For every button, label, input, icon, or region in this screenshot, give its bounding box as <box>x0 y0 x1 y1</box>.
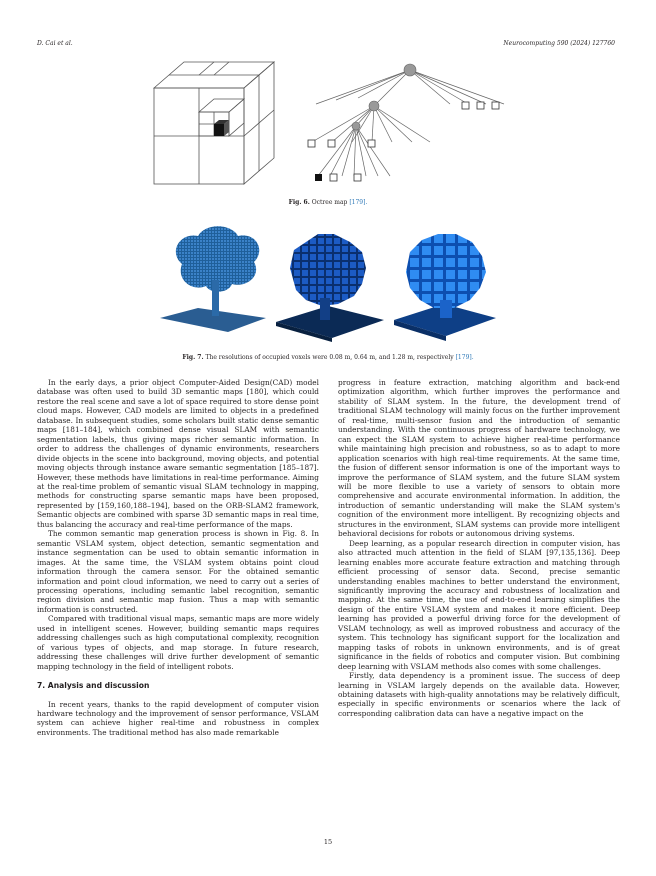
right-column <box>338 378 620 718</box>
figure-6-citation[interactable]: [179]. <box>349 199 368 206</box>
figure-7-citation[interactable]: [179]. <box>455 354 474 361</box>
section-heading: 7. Analysis and discussion <box>37 681 150 691</box>
paragraph: The common semantic map generation process is shown in Fig. 8. In semantic VSLAM system, object detection, semantic segmentation and instance segmentation can be used to obtain semantic information in images. At the same time, the VSLAM system obtains point cloud information through the camera sensor. For the obtained semantic information and point cloud information, we need to carry out a series of processing operations, including semantic label recognition, semantic region division and semantic map fusion. Thus a map with semantic information is constructed. <box>37 529 319 614</box>
figure-6-octree-map <box>150 58 510 188</box>
figure-7-caption-text: The resolutions of occupied voxels were 0.08 m, 0.64 m, and 1.28 m, respectively <box>205 354 454 361</box>
paragraph: Compared with traditional visual maps, semantic maps are more widely used in intelligent scenes. However, building semantic maps requires addressing challenges such as high computational complexity, recognition of various types of objects, and map storage. In future research, addressing these challenges will drive further development of semantic mapping technology in the field of intelligent robots. <box>37 614 319 671</box>
paragraph: progress in feature extraction, matching algorithm and back-end optimization algorithm, which further improves the performance and stability of SLAM system. In the future, the development trend of traditional SLAM technology will mainly focus on the further improvement of real-time, multi-sensor fusion and the introduction of semantic understanding. With the continuous progress of hardware technology, we can expect the SLAM system to achieve higher real-time performance while maintaining high precision and robustness, so as to adapt to more application scenarios with high real-time requirements. At the same time, the fusion of different sensor information is one of the important ways to improve the performance of SLAM system, and the future SLAM system will be more flexible to use a variety of sensors to obtain more comprehensive and accurate environmental information. In addition, the introduction of semantic understanding will make the SLAM system's cognition of the environment more intelligent. By recognizing objects and structures in the environment, SLAM systems can provide more intelligent behavioral decisions for robots or autonomous driving systems. <box>338 378 620 539</box>
paragraph: Deep learning, as a popular research direction in computer vision, has also attracted much attention in the field of SLAM [97,135,136]. Deep learning enables more accurate feature extraction and matching through efficient processing of sensor data. Second, precise semantic understanding enables machines to better understand the environment, significantly improving the accuracy and robustness of localization and mapping. At the same time, the use of end-to-end learning simplifies the design of the entire VSLAM system and makes it more efficient. Deep learning has provided a powerful driving force for the development of VSLAM technology, as well as improved robustness and accuracy of the system. This technology has significant support for the localization and mapping tasks of robots in unknown environments, and is of great significance in the fields of robotics and computer vision. But combining deep learning with VSLAM methods also comes with some challenges. <box>338 538 620 671</box>
figure-7-caption <box>0 354 656 361</box>
running-header-journal: Neurocomputing 590 (2024) 127760 <box>503 40 615 47</box>
page-number: 15 <box>323 838 333 846</box>
figure-6-label: Fig. 6. <box>288 199 310 206</box>
paragraph: In the early days, a prior object Computer-Aided Design(CAD) model database was often used to build 3D semantic maps [180], which could restore the real scene and save a lot of space required to store dense point cloud maps. However, CAD models are limited to objects in a predefined database. In subsequent studies, some scholars built static dense semantic maps [181–184], which combined dense visual SLAM with semantic segmentation labels, thus giving maps richer semantic information. In order to address the challenges of dynamic environments, researchers divide objects in the scene into background, moving objects, and potential moving objects through instance aware semantic segmentation [185–187]. However, these methods have limitations in real-time performance. Aiming at the real-time problem of semantic visual SLAM technology in mapping, methods for constructing sparse semantic maps have been proposed, represented by [159,160,188–194], based on the ORB-SLAM2 framework, Semantic objects are combined with sparse 3D semantic maps in real time, thus balancing the accuracy and real-time performance of the maps. <box>37 378 319 529</box>
left-column <box>37 378 319 737</box>
paragraph: Firstly, data dependency is a prominent issue. The success of deep learning in VSLAM largely depends on the available data. However, obtaining datasets with high-quality annotations may be relatively difficult, especially in specific environments or scenarios where the lack of corresponding calibration data can have a negative impact on the <box>338 671 620 718</box>
figure-7-voxel-resolutions <box>158 222 498 342</box>
paragraph: In recent years, thanks to the rapid development of computer vision hardware technology and the improvement of sensor performance, VSLAM system can achieve higher real-time and robustness in complex environments. The traditional method has also made remarkable <box>37 699 319 737</box>
running-header-authors: D. Cai et al. <box>37 40 73 47</box>
figure-7-label: Fig. 7. <box>182 354 204 361</box>
figure-6-caption <box>0 199 656 206</box>
figure-6-caption-text: Octree map <box>311 199 348 206</box>
